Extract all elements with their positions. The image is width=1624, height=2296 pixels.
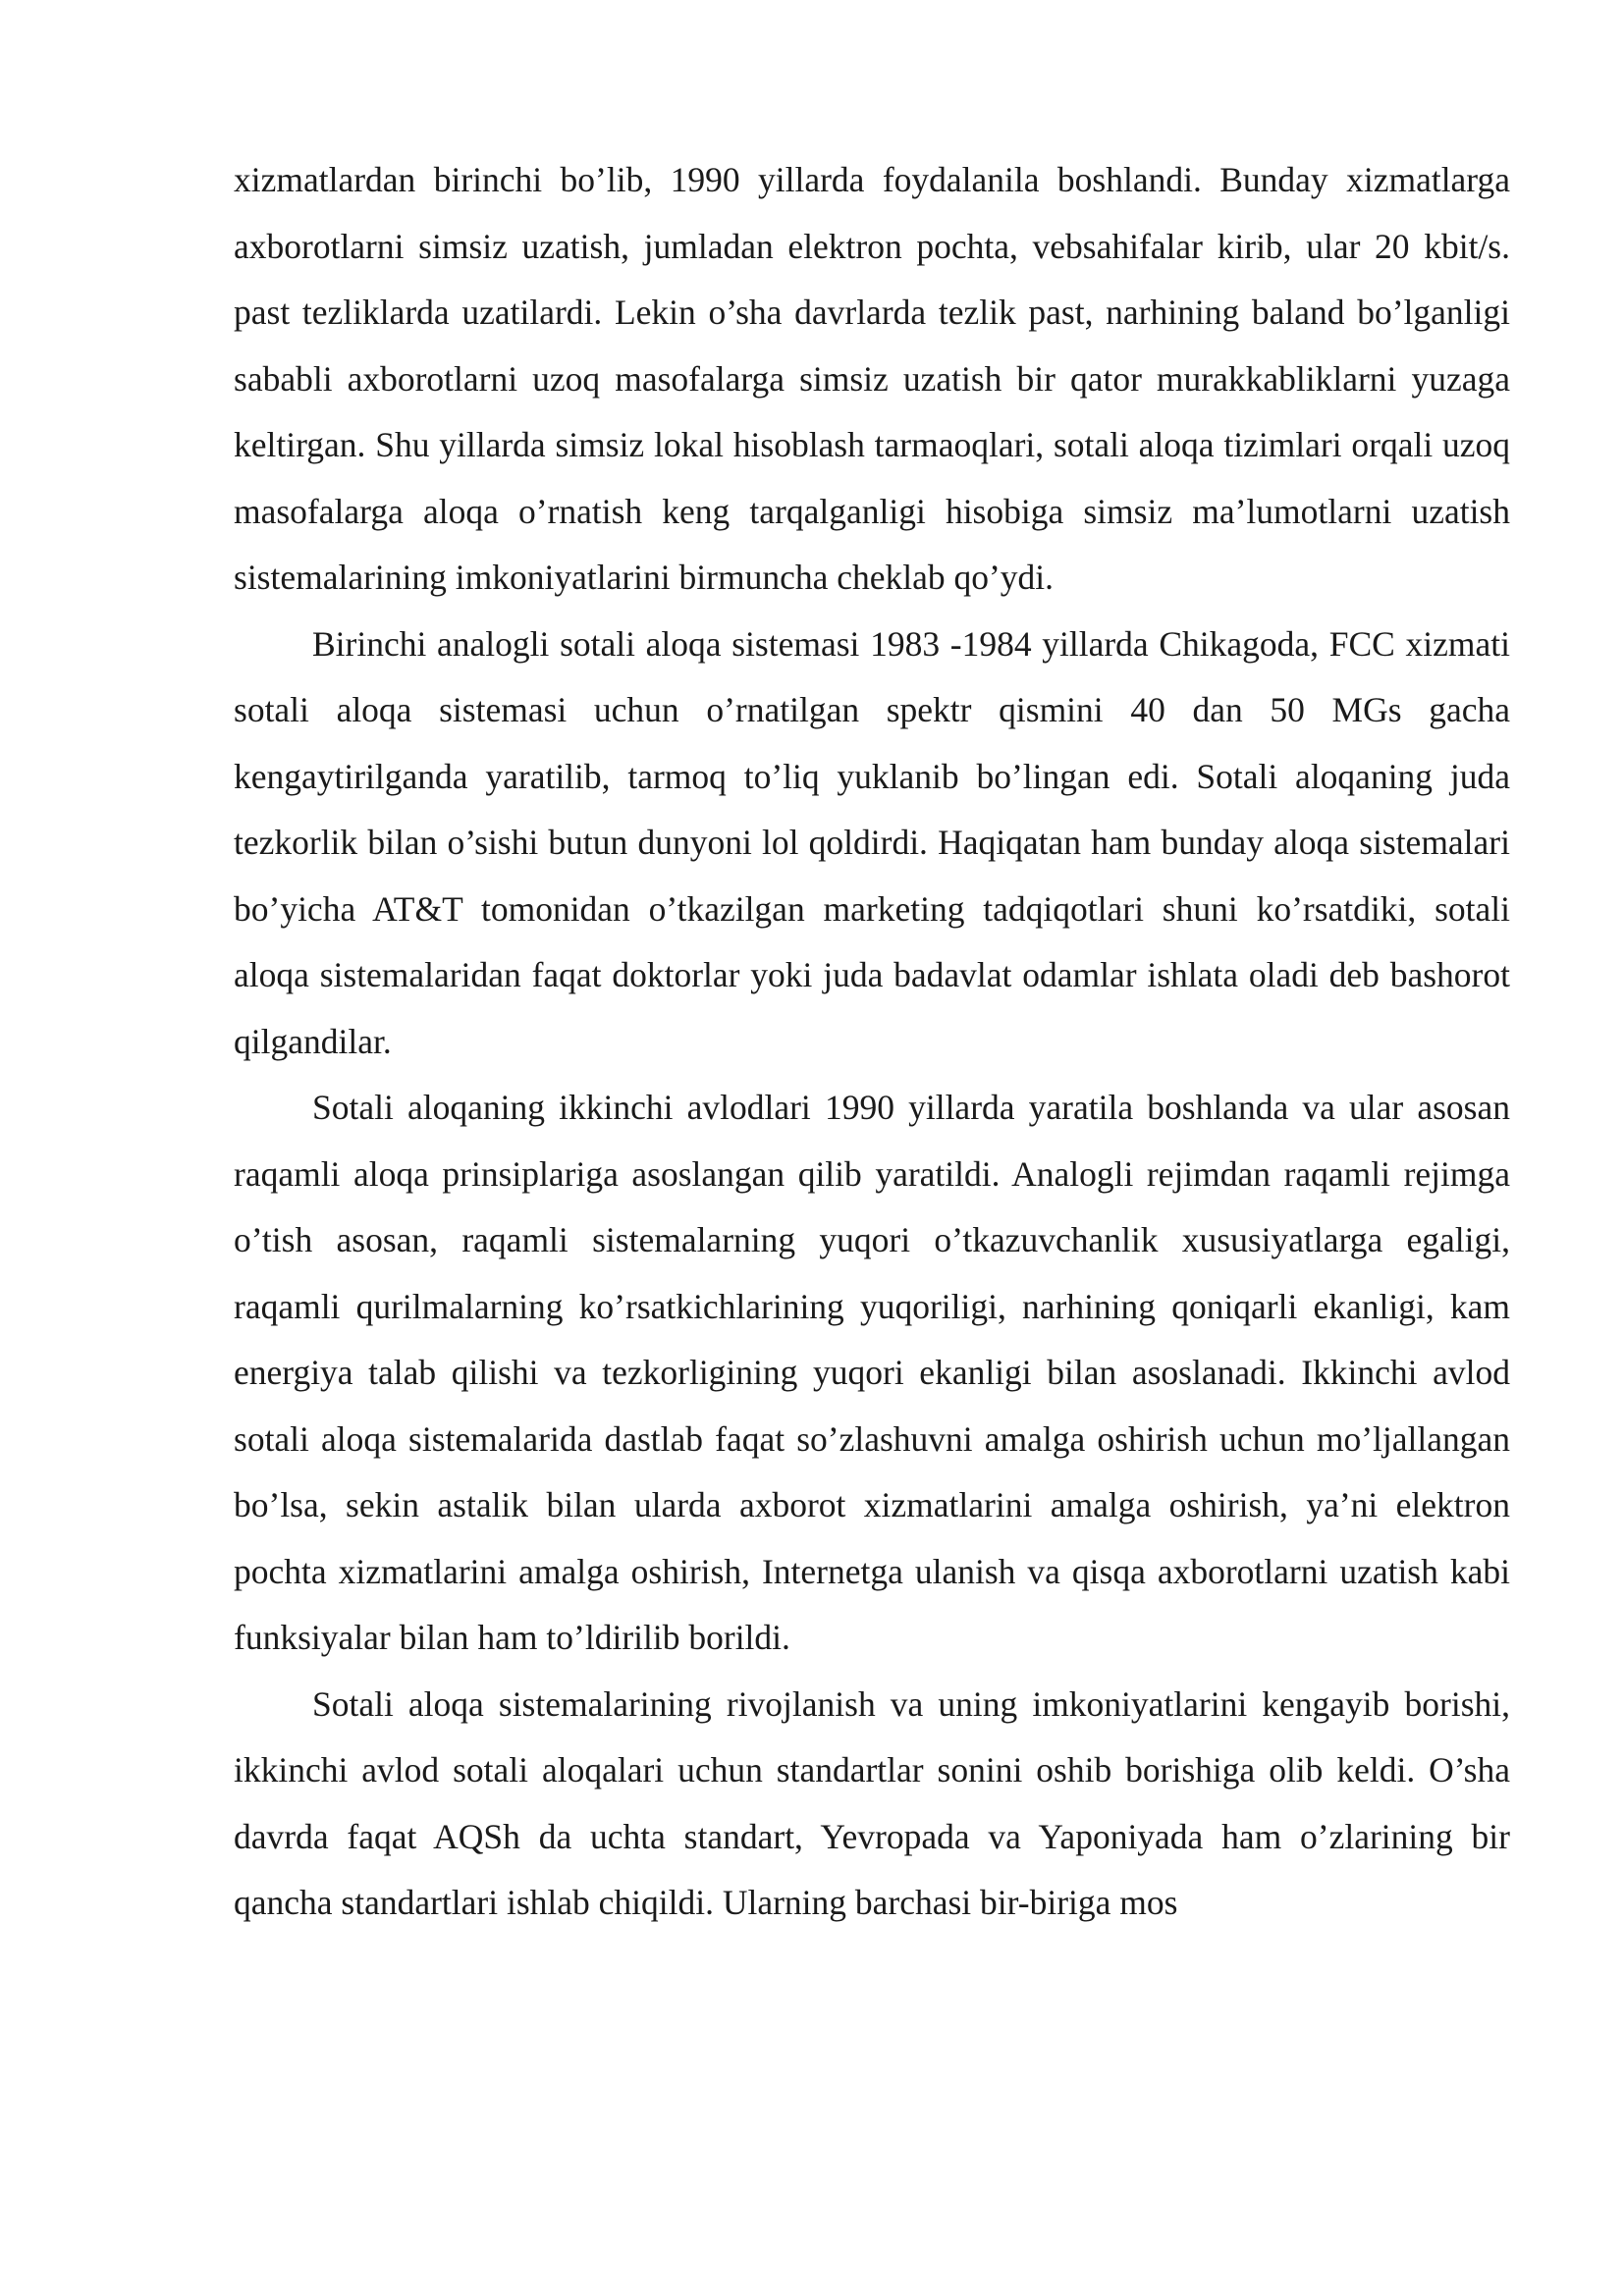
- paragraph-second-generation: Sotali aloqaning ikkinchi avlodlari 1990 yillarda yaratila boshlanda va ular asosan raqamli aloqa prinsiplariga asoslangan qilib yaratildi. Analogli rejimdan raqamli rejimga o’tish asosan, raqamli sistemalarning yuqori o’tkazuvchanlik xususiyatlarga egaligi, raqamli qurilmalarning ko’rsatkichlarining yuqoriligi, narhining qoniqarli ekanligi, kam energiya talab qilishi va tezkorligining yuqori ekanligi bilan asoslanadi. Ikkinchi avlod sotali aloqa sistemalarida dastlab faqat so’zlashuvni amalga oshirish uchun mo’ljallangan bo’lsa, sekin astalik bilan ularda axborot xizmatlarini amalga oshirish, ya’ni elektron pochta xizmatlarini amalga oshirish, Internetga ulanish va qisqa axborotlarni uzatish kabi funksiyalar bilan ham to’ldirilib borildi.: [234, 1088, 1510, 1657]
- document-page: [234, 147, 1510, 1937]
- paragraph-standards: Sotali aloqa sistemalarining rivojlanish va uning imkoniyatlarini kengayib borishi, ikkinchi avlod sotali aloqalari uchun standartlar sonini oshib borishiga olib keldi. O’sha davrda faqat AQSh da uchta standart, Yevropada va Yaponiyada ham o’zlarining bir qancha standartlari ishlab chiqildi. Ularning barchasi bir-biriga mos: [234, 1683, 1510, 1922]
- paragraph-first-analog-cellular: Birinchi analogli sotali aloqa sistemasi 1983 -1984 yillarda Chikagoda, FCC xizmati sotali aloqa sistemasi uchun o’rnatilgan spektr qismini 40 dan 50 MGs gacha kengaytirilganda yaratilib, tarmoq to’liq yuklanib bo’lingan edi. Sotali aloqaning juda tezkorlik bilan o’sishi butun dunyoni lol qoldirdi. Haqiqatan ham bunday aloqa sistemalari bo’yicha AT&T tomonidan o’tkazilgan marketing tadqiqotlari shuni ko’rsatdiki, sotali aloqa sistemalaridan faqat doktorlar yoki juda badavlat odamlar ishlata oladi deb bashorot qilgandilar.: [234, 623, 1510, 1061]
- paragraph-continuation: xizmatlardan birinchi bo’lib, 1990 yillarda foydalanila boshlandi. Bunday xizmatlarga axborotlarni simsiz uzatish, jumladan elektron pochta, vebsahifalar kirib, ular 20 kbit/s. past tezliklarda uzatilardi. Lekin o’sha davrlarda tezlik past, narhining baland bo’lganligi sababli axborotlarni uzoq masofalarga simsiz uzatish bir qator murakkabliklarni yuzaga keltirgan. Shu yillarda simsiz lokal hisoblash tarmaoqlari, sotali aloqa tizimlari orqali uzoq masofalarga aloqa o’rnatish keng tarqalganligi hisobiga simsiz ma’lumotlarni uzatish sistemalarining imkoniyatlarini birmuncha cheklab qo’ydi.: [234, 160, 1510, 597]
